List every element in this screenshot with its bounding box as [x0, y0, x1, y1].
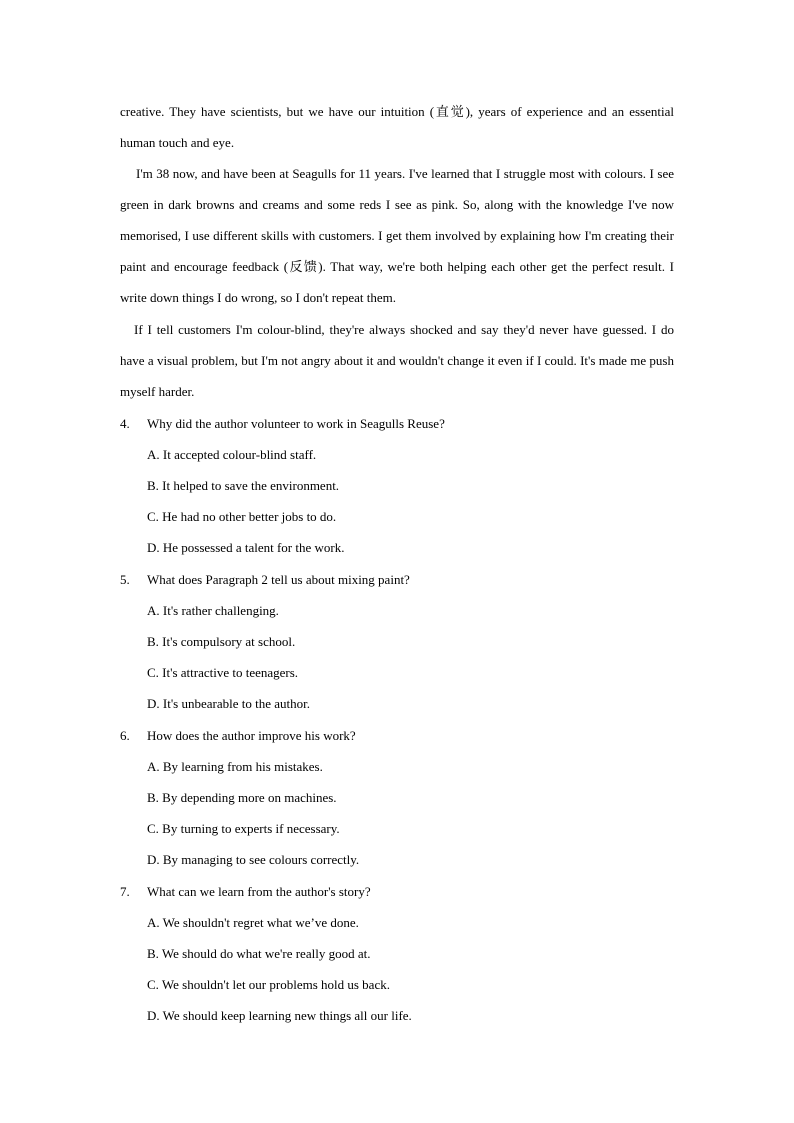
option-b: B. By depending more on machines. [147, 790, 337, 805]
passage-paragraph-3: If I tell customers I'm colour-blind, they're always shocked and say they'd never have guessed. I do have a visual problem, but I'm not angry about it and wouldn't change it even if I could. It's made me push myself harder. [120, 322, 674, 399]
question-number: 4. [120, 416, 130, 431]
question-5 [120, 564, 680, 719]
option-a: A. It accepted colour-blind staff. [147, 447, 317, 462]
question-text: How does the author improve his work? [147, 728, 356, 743]
option-c: C. It's attractive to teenagers. [147, 665, 299, 680]
question-7 [120, 876, 680, 1031]
option-a: A. We shouldn't regret what we’ve done. [147, 915, 359, 930]
question-text: What does Paragraph 2 tell us about mixing paint? [147, 572, 410, 587]
option-b: B. It's compulsory at school. [147, 634, 296, 649]
option-d: D. It's unbearable to the author. [147, 696, 310, 711]
question-6 [120, 720, 680, 875]
option-d: D. By managing to see colours correctly. [147, 852, 360, 867]
option-d: D. We should keep learning new things all our life. [147, 1008, 412, 1023]
question-text: What can we learn from the author's story? [147, 884, 371, 899]
question-number: 7. [120, 884, 130, 899]
option-a: A. By learning from his mistakes. [147, 759, 323, 774]
option-c: C. By turning to experts if necessary. [147, 821, 340, 836]
question-4 [120, 408, 680, 563]
question-number: 5. [120, 572, 130, 587]
question-number: 6. [120, 728, 130, 743]
question-text: Why did the author volunteer to work in Seagulls Reuse? [147, 416, 445, 431]
option-c: C. He had no other better jobs to do. [147, 509, 337, 524]
passage-paragraph-2: I'm 38 now, and have been at Seagulls for 11 years. I've learned that I struggle most with colours. I see green in dark browns and creams and some reds I see as pink. So, along with the knowledge I've now memorised, I use different skills with customers. I get them involved by explaining how I'm creating their paint and encourage feedback (反馈). That way, we're both helping each other get the perfect result. I write down things I do wrong, so I don't repeat them. [120, 166, 674, 305]
option-a: A. It's rather challenging. [147, 603, 279, 618]
passage-paragraph-1: creative. They have scientists, but we have our intuition (直觉), years of experience and an essential human touch and eye. [120, 104, 674, 150]
option-c: C. We shouldn't let our problems hold us back. [147, 977, 390, 992]
option-d: D. He possessed a talent for the work. [147, 540, 345, 555]
option-b: B. It helped to save the environment. [147, 478, 340, 493]
option-b: B. We should do what we're really good at. [147, 946, 371, 961]
